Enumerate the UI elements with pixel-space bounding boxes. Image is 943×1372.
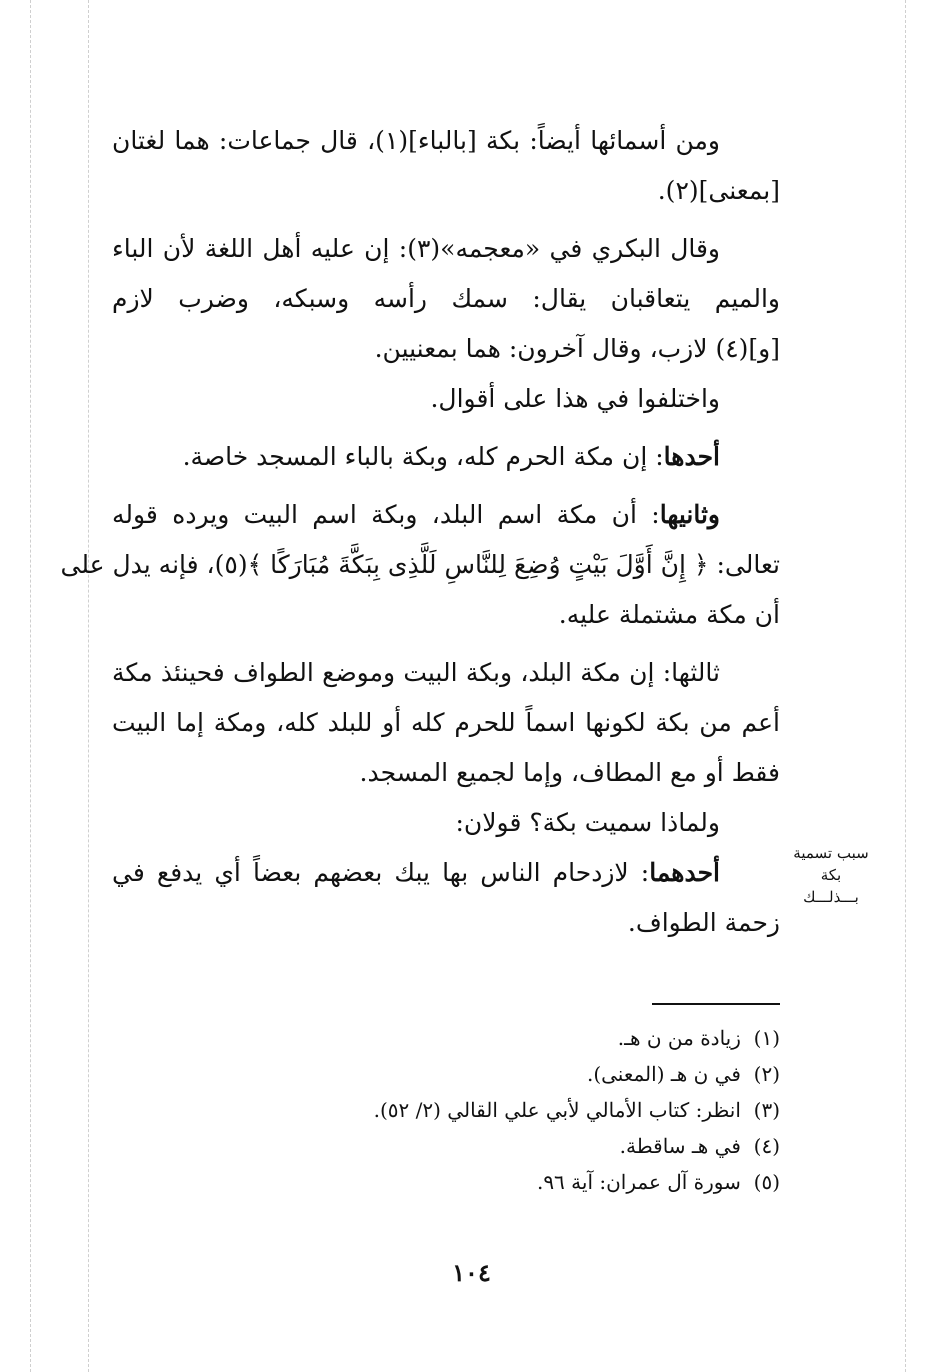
paragraph-line: وقال البكري في «معجمه»(٣): إن عليه أهل اللغة لأن الباء [112, 234, 721, 263]
paragraph-line: زحمة الطواف. [627, 908, 780, 937]
lead-word: أحدها [663, 442, 720, 471]
footnote [112, 1164, 780, 1200]
paragraph-line: [بمعنى](٢). [657, 176, 780, 205]
main-text [60, 116, 780, 948]
footnote-text: في هـ ساقطة. [619, 1134, 741, 1158]
paragraph-line: واختلفوا في هذا على أقوال. [430, 384, 720, 413]
quran-verse-line: تعالى: ﴿ إِنَّ أَوَّلَ بَيْتٍ وُضِعَ لِلنَّاسِ لَلَّذِى بِبَكَّةَ مُبَارَكًا ﴾(٥)، فإنه يدل على [60, 550, 780, 579]
paragraph-line: ولماذا سميت بكة؟ قولان: [455, 808, 720, 837]
footnote-text: سورة آل عمران: آية ٩٦. [536, 1170, 741, 1194]
marginal-note-line: سبب تسمية بكة [793, 844, 869, 884]
paragraph-line: [و](٤) لازب، وقال آخرون: هما بمعنيين. [374, 334, 780, 363]
page-number: ١٠٤ [452, 1258, 491, 1287]
lead-word: أحدهما [649, 858, 720, 887]
line-text: : لازدحام الناس بها يبك بعضهم بعضاً أي يدفع في [112, 858, 650, 887]
footnote [112, 1092, 780, 1128]
footnote-number: (٤) [753, 1134, 780, 1158]
footnotes [112, 1020, 780, 1200]
footnote [112, 1020, 780, 1056]
footnote-number: (١) [753, 1026, 780, 1050]
footnote-number: (٢) [753, 1062, 780, 1086]
line-text: : أن مكة اسم البلد، وبكة اسم البيت ويرده قوله [112, 500, 660, 529]
paragraph-line [112, 432, 780, 482]
paragraph-line [112, 848, 780, 898]
paragraph-line: أن مكة مشتملة عليه. [558, 600, 780, 629]
line-text: : إن مكة الحرم كله، وبكة بالباء المسجد خاصة. [182, 442, 664, 471]
footnote-separator [652, 1003, 780, 1005]
footnote [112, 1056, 780, 1092]
scan-edge-left [30, 0, 31, 1372]
marginal-note [790, 842, 872, 908]
paragraph-line: والميم يتعاقبان يقال: سمك رأسه وسبكه، وضرب لازم [112, 284, 780, 313]
paragraph-line [112, 490, 780, 540]
paragraph-line: فقط أو مع المطاف، وإما لجميع المسجد. [359, 758, 780, 787]
lead-word: وثانيها [659, 500, 720, 529]
footnote-text: زيادة من ن هـ. [617, 1026, 741, 1050]
paragraph-line: ومن أسمائها أيضاً: بكة [بالباء](١)، قال جماعات: هما لغتان [112, 126, 720, 155]
footnote-text: انظر: كتاب الأمالي لأبي علي القالي (٢/ ٥٢). [373, 1098, 741, 1122]
marginal-note-line: بـــذلـــك [803, 888, 859, 906]
paragraph-line: ثالثها: إن مكة البلد، وبكة البيت وموضع الطواف فحينئذ مكة [112, 658, 720, 687]
paragraph-line: أعم من بكة لكونها اسماً للحرم كله أو للبلد كله، ومكة إما البيت [112, 708, 780, 737]
scan-edge-right [905, 0, 906, 1372]
scan-edge-inner-left [88, 0, 89, 1372]
footnote-number: (٥) [753, 1170, 780, 1194]
footnote [112, 1128, 780, 1164]
footnote-number: (٣) [753, 1098, 780, 1122]
footnote-text: في ن هـ (المعنى). [586, 1062, 741, 1086]
